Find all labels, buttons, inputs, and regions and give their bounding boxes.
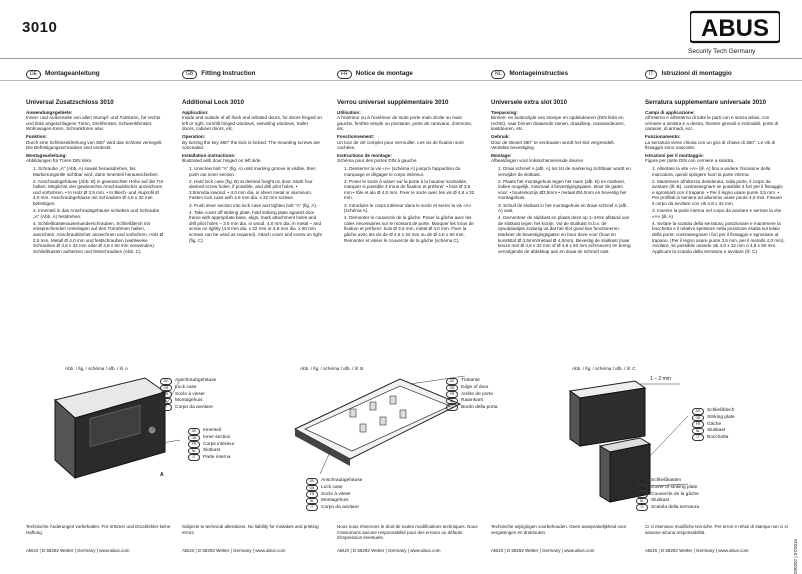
legend-row	[306, 498, 362, 505]
legend-text: Slotkast	[203, 448, 221, 454]
product-title: Universele extra slot 3010	[491, 99, 568, 106]
legend-lang-code: IT	[160, 404, 172, 411]
logo-tagline: Security Tech Germany	[688, 48, 756, 55]
legend-lang-code: GB	[188, 435, 200, 442]
gap-dimension: 1 – 2 mm	[650, 376, 671, 382]
language-title: Notice de montage	[355, 70, 413, 78]
section-heading: Montageanleitung:	[26, 152, 67, 158]
legend-row	[188, 435, 234, 442]
step-item: 4. Demonteer de sluitkast en plaats deze op 1–2mm afstand van de slotkast tegen het kozijn. Vul de sluitkast m.b.v. de opvulplaatjes zodanig uit dat het slot goed kan functioneren. Markeer de bevestigingsgaten en boor deze voor (hout en kunststof Ø 3,5mm/metaal Ø 4,0mm). Bevestig de sluitkast (naar keuze met Ø 4,8 x 32 mm of Ø 4,8 x 50 mm schroeven) en breng vervolgende de afdekkap aan en draai de schroef vast.	[498, 215, 631, 254]
legend-text: Edge of door	[461, 384, 489, 390]
step-item: 3. Introduire le corps intérieur dans le socle et serrer la vis «A» (schéma A).	[344, 202, 472, 214]
legend-lang-code: GB	[446, 385, 458, 392]
legend-lang-code: NL	[636, 498, 648, 505]
step-item: 1. Desserrer la vis «A» (schéma A) jusqu'à l'apparition du marquage et dégager le corps intérieur.	[344, 165, 461, 177]
legend-row	[692, 428, 735, 435]
section-text: Illustrated with door hinged on left side.	[182, 158, 262, 164]
company-address: ABUS | D 58292 Wetter | Germany | www.abus.com	[337, 548, 441, 553]
section-heading: Anwendungsgebiete:	[26, 109, 73, 115]
legend-row	[636, 485, 699, 492]
disclaimer-de: Technische Änderungen vorbehalten. Für Irrtümer und Druckfehler keine Haftung.	[26, 524, 171, 535]
language-header	[26, 68, 166, 80]
product-title: Universal Zusatzschloss 3010	[26, 99, 114, 106]
legend-text: Raamkant	[461, 398, 483, 404]
language-badge: NL	[491, 70, 505, 79]
legend-lang-code: NL	[692, 428, 704, 435]
legend-text: Innenteil	[203, 428, 222, 434]
section-heading: Installation instructions:	[182, 152, 236, 158]
company-address: ABUS | D 58292 Wetter | Germany | www.abus.com	[26, 548, 130, 553]
legend-text: Scatola della serratura	[651, 504, 699, 510]
legend-row	[188, 448, 234, 455]
legend-row	[160, 404, 216, 411]
section-text: Un tour de clé complet pour verrouiller. Les vis de fixation sont cachées.	[337, 139, 464, 151]
step-item: 1. Schraube „A" (Abb. A) soweit herausdrehen, bis Markierungsrille sichtbar wird, dann Innenteil herausschieben.	[33, 165, 159, 177]
section-heading: Utilisation:	[337, 109, 361, 115]
legend-lang-code: DE	[188, 428, 200, 435]
legend-text: Anschraubgehäuse	[175, 378, 217, 384]
legend-text: Corpo da avvitare	[321, 504, 359, 510]
disclaimer-fr: Nous nous réservons le droit de toutes modifications techniques. Nous n'assumons aucune responsabilité pour des erreurs ou défauts d'impression éventuels.	[337, 524, 478, 541]
legend-text: Corpo da avvitare	[175, 404, 213, 410]
legend-row	[160, 378, 216, 385]
language-title: Istruzioni di montaggio	[661, 70, 732, 78]
legend-lang-code: NL	[306, 498, 318, 505]
legend-text: Striking plate	[707, 414, 735, 420]
legend-lang-code: NL	[160, 398, 172, 405]
legend-row	[636, 478, 699, 485]
steps-list	[337, 166, 477, 243]
disclaimer-gb: Subjects to technical alterations. No liability for mistakes and printing errors.	[182, 524, 319, 535]
company-address: ABUS | D 58292 Wetter | Germany | www.abus.com	[491, 548, 595, 553]
svg-text:ABUS: ABUS	[700, 15, 770, 42]
section-text: Durch eine Schlüsseldrehung von 360° wird das Schloss verriegelt. Die Befestigungsschrauben sind verdeckt.	[26, 139, 163, 151]
steps-list	[26, 166, 166, 254]
section-text: All'interno e all'esterno di tutte le parti con e senza telaio, con cerniere a sinistra e a destra, finestre girevoli e inclinabili, porte di caravan, di armadi, ecc.	[645, 115, 779, 132]
legend-text: Corps intérieur	[203, 441, 235, 447]
section-text: By turning the key 360° the lock is locked. The mounting screws are concealed.	[182, 139, 320, 151]
step-item: 1. Draai schroef A (afb. A) los tot de markering zichtbaar wordt en verwijder de slotkast.	[498, 165, 631, 177]
section-text: Schéma pour des portes DIN à gauche.	[337, 158, 418, 164]
legend-text: Lock case	[175, 384, 197, 390]
section-heading: Campi di applicazione:	[645, 109, 695, 115]
section-text: Figure per porte DIN con cerniere a sinistra.	[645, 158, 735, 164]
model-number: 3010	[22, 19, 58, 36]
disclaimer-nl: Technische wijzigingen voorbehouden. Geen aansprakelijkheid voor vergissingen en drukfouten.	[491, 524, 627, 535]
step-item: 1. Unscrew bolt "A" (fig. A) until marking groove is visible, then push out inner section.	[189, 165, 316, 177]
product-title: Serratura supplementare universale 3010	[645, 99, 767, 106]
step-item: 3. Inserire la parte interna nel corpo da avvitare e serrare la vite «A» (ill. A).	[652, 208, 782, 219]
legend-text: Montagehuis	[321, 498, 349, 504]
section-heading: Instructions de montage:	[337, 152, 392, 158]
legend-text: Arrête de porte	[461, 391, 493, 397]
legend-lang-code: FR	[446, 391, 458, 398]
language-header	[645, 68, 785, 80]
legend-lang-code: IT	[636, 504, 648, 511]
figure-b-legend-top	[446, 378, 498, 411]
legend-text: Gâche	[707, 421, 722, 427]
legend-lang-code: NL	[188, 448, 200, 455]
legend-text: Socle à visser	[321, 491, 351, 497]
section-text: Innen- und Außenseite von allen Stumpf- und Falztüren, für rechts und links angeschlagene Türen, Drehfenster, Schwenkfenster, Wohnwagen-türen, Schranktüren usw.	[26, 115, 161, 132]
legend-lang-code: FR	[188, 441, 200, 448]
step-item: 2. Poser le socle à visser sur la porte à la hauteur souhaitée, marquer si possible 4 trous de fixation et préforer: • bois Ø 3,5 mm • tôle et alu Ø 4,0 mm. Fixer le socle avec les vis Ø 4,8 x 32 mm.	[344, 178, 475, 201]
legend-text: Türkante	[461, 378, 480, 384]
section-heading: Funzionamento:	[645, 133, 681, 139]
language-badge: GB	[182, 70, 197, 79]
figure-b-legend-bottom	[306, 478, 362, 511]
legend-lang-code: IT	[692, 434, 704, 441]
figure-b-illustration	[290, 374, 465, 474]
figure-a-label: Abb. / fig. / schéma / afb. / ill. A	[65, 366, 129, 371]
legend-text: Montagehuis	[175, 398, 203, 404]
step-item: 4. Schließkastenauseinanderschrauben, Schließblech mit entsprechenden Unterlagen auf den Türrahmen halten, ausrichten, Anschraublöcher anzeichnen und vorbohren, Holz Ø 3,5 mm, Metall Ø 4,0 mm und festschrauben (wahlweise Schrauben Ø 4,8 x 32 mm oder Ø 4,8 x 50 mm verwenden). Schließkasten aufsetzen und festschrauben (Abb. C).	[33, 220, 164, 254]
section-heading: Gebruik:	[491, 133, 510, 139]
legend-row	[692, 421, 735, 428]
legend-text: Lock case	[321, 484, 343, 490]
legend-text: Bordo della porta	[461, 404, 498, 410]
legend-row	[692, 434, 735, 441]
company-address: ABUS | D 58292 Wetter | Germany | www.abus.com	[645, 548, 749, 553]
column-fr	[337, 68, 477, 245]
step-item: 4. Démonter le couvercle de la gâche. Poser la gâche avec les cales nécessaires sur le montant de porte. Marquer les trous de fixation et préforer: bois Ø 3,5 mm, métal Ø 4,0 mm. Fixer la gâche avec les vis de Ø 4,8 x 32 mm ou de Ø 4,8 x 50 mm. Remonter et visser le couvercle de la gâche (schéma C).	[344, 215, 474, 243]
legend-lang-code: GB	[692, 415, 704, 422]
company-address: ABUS | D 58292 Wetter | Germany | www.abus.com	[182, 548, 286, 553]
section-text: Door de sleutel 360° te verdraaien wordt het slot vergrendelt. Verdekte bevestiging.	[491, 139, 615, 151]
legend-text: Cover of striking plate	[651, 484, 698, 490]
legend-lang-code: GB	[160, 385, 172, 392]
legend-lang-code: DE	[306, 478, 318, 485]
legend-row	[446, 378, 498, 385]
section-text: La serratura viene chiusa con un giro di chiave di 360°. Le viti di fissaggio sono nascoste.	[645, 139, 776, 151]
disclaimer-it: Ci si riservano modifiche tecniche. Per errori e refusi di stampa non ci si assume alcuna responsabilità.	[645, 524, 788, 535]
section-heading: Funktion:	[26, 133, 47, 139]
figure-a-illustration	[40, 370, 180, 490]
legend-row	[446, 391, 498, 398]
section-text: Afbeeldingen voor linksscharnierende deuren	[491, 158, 584, 164]
legend-row	[446, 385, 498, 392]
section-heading: Istruzioni per il montaggio:	[645, 152, 704, 158]
legend-row	[306, 491, 362, 498]
product-title: Additional Lock 3010	[182, 99, 244, 106]
language-badge: FR	[337, 70, 352, 79]
legend-text: Sluitkast	[707, 428, 726, 434]
legend-text: Schließblech	[707, 408, 735, 414]
step-item: 2. Mantenere all'altezza desiderata, sulla porte, il corpo da avvitare (ill. B), contrassegnare se possibile 4 fori per il fissaggio e sgrossarli con il trapano. • Per il legno usare punte 3,5 mm. • Per profilati in lamiera ed alluminio usare punte 4,0 mm. Fissare il corpo da avvitare con viti 4,8 x 32 mm.	[652, 178, 783, 206]
step-item: 2. Plaats het montagehuis tegen het raam (afb. B) en markeer, indien mogelijk, minimaal 4 bevestigingsgaten. Boor de gaten voor: • houtenkozijn Ø3,5mm • metaal Ø4,0mm en bevestig het montagehuis.	[498, 178, 627, 201]
legend-row	[692, 415, 735, 422]
section-text: Inside and outside of all flush and rebated doors, for doors hinged on left or right, turn/tilt hinged windows, swiveling windows, trailer doors, cabinet doors, etc.	[182, 115, 322, 132]
document-date: 330202 | 07/2016	[793, 539, 798, 574]
legend-lang-code: FR	[160, 391, 172, 398]
step-item: 3. Schuif de slotkast in het montagehuis en draai schroef A (afb. A) vast.	[498, 202, 628, 214]
step-item: 4. Svitare la scatola della serratura; posizionare e mantenere la bocchetta e il relativo spessore nella posizione esatta sul telaio della porta; contrassegnare i fori per il fissaggio e sgrossare al trapano. (Per il legno usare punte 3,5 mm, per il metallo 4,0 mm). Avvitare, se possibile usando viti 4,8 x 32 mm o 4,8 x 50 mm. Applicare la scatola della serratura e avvitare (ill. C)	[652, 220, 785, 254]
step-item: 1. Allentare la vite «A» (ill. A) fino a vedere l'incisione della marcatura, quindi spingere fuori la parte interna.	[652, 165, 771, 177]
legend-row	[306, 504, 362, 511]
column-nl	[491, 68, 631, 256]
legend-text: Socle à visser	[175, 391, 205, 397]
legend-lang-code: DE	[446, 378, 458, 385]
legend-row	[188, 428, 234, 435]
language-badge: DE	[26, 70, 41, 79]
legend-text: Sluitkast	[651, 498, 670, 504]
product-title: Verrou universel supplémentaire 3010	[337, 99, 449, 106]
language-header	[491, 68, 631, 80]
steps-list	[182, 166, 322, 243]
section-heading: Operation:	[182, 133, 206, 139]
legend-row	[636, 498, 699, 505]
language-title: Fitting Instruction	[201, 70, 256, 78]
section-heading: Application:	[182, 109, 209, 115]
legend-lang-code: IT	[306, 504, 318, 511]
figure-c-legend-top	[692, 408, 735, 441]
section-text: A l'intérieur ou à l'extérieur de toute porte main droite ou main gauche, fenêtre simple ou pivotante, porte de caravane, d'armoire, etc.	[337, 115, 473, 132]
legend-row	[306, 478, 362, 485]
language-header	[182, 68, 322, 80]
language-header	[337, 68, 477, 80]
legend-lang-code: DE	[160, 378, 172, 385]
legend-lang-code: NL	[446, 398, 458, 405]
figure-a-point-label: A	[160, 472, 164, 478]
legend-text: Couvercle de la gâche	[651, 491, 699, 497]
figure-c-label: Abb. / fig. / schéma / afb. / ill. C	[572, 366, 636, 371]
legend-row	[692, 408, 735, 415]
legend-lang-code: GB	[636, 485, 648, 492]
legend-lang-code: DE	[692, 408, 704, 415]
legend-row	[446, 404, 498, 411]
section-heading: Toepassing:	[491, 109, 518, 115]
legend-row	[160, 398, 216, 405]
legend-row	[306, 485, 362, 492]
figure-a-legend-top	[160, 378, 216, 411]
step-item: 2. Hold lock case (fig. B) at desired height on door. Mark four desired screw holes, if possible, and drill pilot holes. • 3.5mmdia.inwood. • 4.0 mm dia. in sheet metal or aluminum. Fasten lock case with 4.8 mm dia. x 32 mm screws.	[189, 178, 313, 201]
figure-a-legend-bottom	[188, 428, 234, 461]
step-item: 3. Innenteil in das Anschraubgehäuse schieben und Schraube „A" (Abb. A) festdrehen.	[33, 208, 160, 219]
legend-row	[636, 504, 699, 511]
legend-row	[160, 385, 216, 392]
column-gb	[182, 68, 322, 245]
language-badge: IT	[645, 70, 657, 79]
language-title: Montageanleitung	[44, 70, 100, 78]
header-divider	[0, 58, 802, 59]
step-item: 4. Take cover off striking plate, hold striking plate against door frame with appropriate base, align, mark attachment holes and drill pilot holes – 3.5 mm dia. in wood, 4.0 mm dia. in metal – and screw on tightly (4.8 mm dia. x 32 mm or 4.8 mm dia. x 50 mm screws can be used as required). Attach cover and screw on tight (fig. C).	[189, 209, 322, 243]
abus-logo	[690, 10, 780, 44]
legend-lang-code: GB	[306, 485, 318, 492]
figure-c-legend-bottom	[636, 478, 699, 511]
steps-list	[491, 166, 631, 254]
legend-text: Bocchetta	[707, 434, 729, 440]
steps-list	[645, 166, 785, 254]
legend-row	[188, 454, 234, 461]
legend-lang-code: DE	[636, 478, 648, 485]
legend-row	[636, 491, 699, 498]
legend-row	[160, 391, 216, 398]
step-item: 2. Anschraubgehäuse (Abb. B) in gewünschter Höhe auf die Tür halten. Möglichst vier gewünschte Anschraublöcher anzeichnen und vorbohren. • In Holz Ø 3,5 mm. • In Blech- und Aluprofil Ø 4,0 mm. Anschraubgehäuse mit Schrauben Ø 4,8 x 32 mm befestigen.	[33, 178, 164, 206]
legend-lang-code: FR	[306, 491, 318, 498]
legend-text: Anschraubgehäuse	[321, 478, 363, 484]
section-text: Binnen- en buitenzijde van stompe en opdekdeuren (DIN links en rechts), naar binnen draaiende ramen, draai/kiep, caravandeuren, kastdeuren, etc.	[491, 115, 625, 132]
legend-lang-code: FR	[636, 491, 648, 498]
legend-text: Inner section	[203, 434, 231, 440]
step-item: 3. Push inner section into lock case and tighten bolt "A" (fig. A).	[189, 202, 318, 208]
legend-text: Parte interna	[203, 454, 231, 460]
language-title: Montageinstructies	[509, 70, 568, 78]
section-heading: Fonctionnement:	[337, 133, 375, 139]
legend-lang-code: IT	[188, 454, 200, 461]
legend-row	[188, 441, 234, 448]
figure-b-label: Abb. / fig. / schéma / afb. / ill. B	[300, 366, 364, 371]
section-heading: Montage:	[491, 152, 512, 158]
legend-lang-code: IT	[446, 404, 458, 411]
legend-text: Schließkasten	[651, 478, 682, 484]
legend-row	[446, 398, 498, 405]
column-it	[645, 68, 785, 256]
column-de	[26, 68, 166, 256]
section-text: Abbildungen für Türen DIN links.	[26, 158, 93, 164]
legend-lang-code: FR	[692, 421, 704, 428]
